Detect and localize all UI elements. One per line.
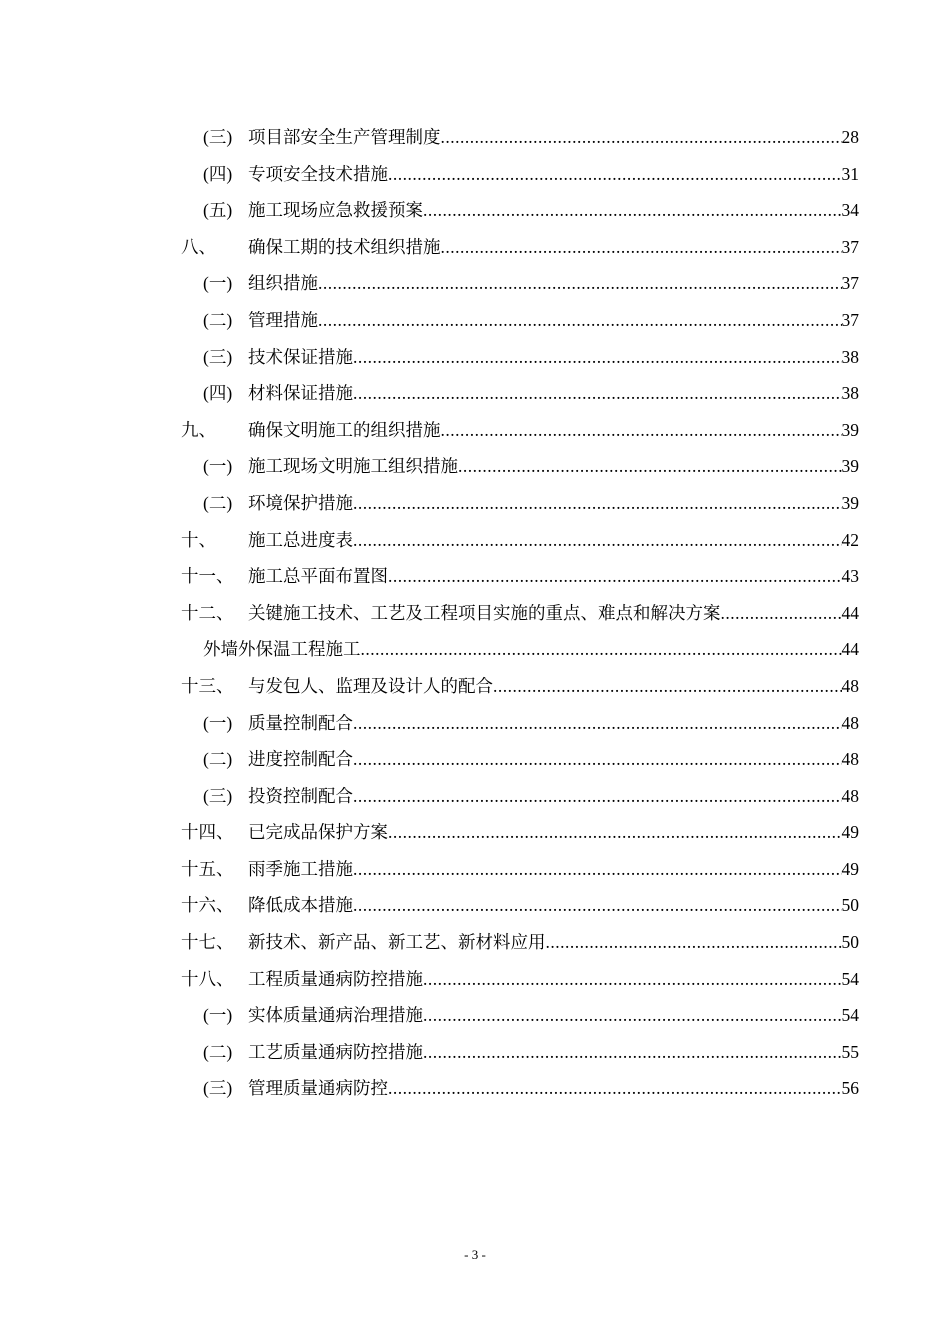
toc-entry[interactable] — [0, 595, 950, 632]
toc-entry-number: 十八、 — [181, 968, 234, 989]
toc-entry-page: 37 — [841, 309, 859, 330]
toc-entry[interactable] — [0, 448, 950, 485]
toc-entry-title: 管理质量通病防控 — [248, 1078, 388, 1099]
toc-entry-title: 施工现场文明施工组织措施 — [248, 456, 458, 477]
toc-entry-title: 工艺质量通病防控措施 — [248, 1041, 423, 1062]
toc-entry-title: 已完成品保护方案 — [248, 822, 388, 843]
toc-entry-title: 专项安全技术措施 — [248, 163, 388, 184]
toc-entry-number: (二) — [203, 1041, 233, 1062]
toc-entry[interactable] — [0, 558, 950, 595]
toc-entry-page: 42 — [841, 529, 859, 550]
toc-entry[interactable] — [0, 1070, 950, 1107]
toc-entry-number: (三) — [203, 785, 233, 806]
toc-entry-page: 56 — [841, 1078, 859, 1099]
toc-entry-page: 44 — [841, 602, 859, 623]
toc-entry-number: (一) — [203, 712, 233, 733]
toc-entry[interactable] — [0, 814, 950, 851]
toc-entry-title: 雨季施工措施 — [248, 858, 353, 879]
toc-dot-leader — [721, 595, 842, 632]
toc-dot-leader — [423, 997, 842, 1034]
toc-entry[interactable] — [0, 741, 950, 778]
toc-entry-page: 54 — [841, 968, 859, 989]
toc-dot-leader — [441, 229, 842, 266]
toc-entry-page: 48 — [841, 785, 859, 806]
toc-entry-title: 管理措施 — [248, 309, 318, 330]
toc-entry[interactable] — [0, 339, 950, 376]
toc-entry[interactable] — [0, 119, 950, 156]
toc-entry-page: 49 — [841, 822, 859, 843]
toc-entry-page: 44 — [841, 639, 859, 660]
toc-entry-title: 降低成本措施 — [248, 895, 353, 916]
toc-entry-number: 十、 — [181, 529, 216, 550]
toc-entry-page: 39 — [841, 492, 859, 513]
table-of-contents — [0, 119, 950, 1107]
toc-dot-leader — [353, 705, 842, 742]
toc-entry-page: 39 — [841, 456, 859, 477]
toc-entry-number: 十四、 — [181, 822, 234, 843]
toc-entry-number: 九、 — [181, 419, 216, 440]
toc-entry-page: 48 — [841, 749, 859, 770]
toc-entry-number: (二) — [203, 749, 233, 770]
toc-entry-page: 37 — [841, 236, 859, 257]
toc-entry-number: (二) — [203, 309, 233, 330]
toc-entry-page: 43 — [841, 566, 859, 587]
toc-dot-leader — [318, 265, 842, 302]
toc-entry[interactable] — [0, 668, 950, 705]
toc-entry-title: 与发包人、监理及设计人的配合 — [248, 675, 493, 696]
toc-dot-leader — [353, 485, 842, 522]
toc-entry[interactable] — [0, 1034, 950, 1071]
toc-entry-title: 质量控制配合 — [248, 712, 353, 733]
toc-entry-number: (三) — [203, 346, 233, 367]
toc-entry[interactable] — [0, 631, 950, 668]
toc-dot-leader — [388, 156, 842, 193]
toc-entry-title: 外墙外保温工程施工 — [203, 639, 361, 660]
toc-entry-number: (三) — [203, 1078, 233, 1099]
toc-entry[interactable] — [0, 851, 950, 888]
toc-entry-number: (五) — [203, 200, 233, 221]
toc-entry-title: 工程质量通病防控措施 — [248, 968, 423, 989]
toc-entry-title: 技术保证措施 — [248, 346, 353, 367]
toc-dot-leader — [441, 412, 842, 449]
toc-dot-leader — [423, 961, 842, 998]
toc-dot-leader — [546, 924, 842, 961]
toc-dot-leader — [353, 851, 842, 888]
toc-entry[interactable] — [0, 961, 950, 998]
toc-entry[interactable] — [0, 229, 950, 266]
toc-dot-leader — [423, 192, 842, 229]
toc-entry-page: 50 — [841, 895, 859, 916]
toc-entry[interactable] — [0, 485, 950, 522]
toc-entry-title: 新技术、新产品、新工艺、新材料应用 — [248, 932, 546, 953]
toc-entry-page: 55 — [841, 1041, 859, 1062]
toc-entry-title: 施工总进度表 — [248, 529, 353, 550]
toc-entry[interactable] — [0, 522, 950, 559]
toc-entry[interactable] — [0, 778, 950, 815]
toc-entry-page: 31 — [841, 163, 859, 184]
toc-entry[interactable] — [0, 997, 950, 1034]
toc-entry-page: 37 — [841, 273, 859, 294]
toc-dot-leader — [458, 448, 842, 485]
toc-entry-title: 进度控制配合 — [248, 749, 353, 770]
toc-dot-leader — [353, 339, 842, 376]
toc-dot-leader — [353, 522, 842, 559]
toc-entry[interactable] — [0, 705, 950, 742]
toc-entry-number: (一) — [203, 273, 233, 294]
toc-dot-leader — [441, 119, 842, 156]
toc-entry[interactable] — [0, 412, 950, 449]
toc-entry-title: 项目部安全生产管理制度 — [248, 127, 441, 147]
toc-entry-title: 实体质量通病治理措施 — [248, 1005, 423, 1026]
toc-dot-leader — [388, 1070, 842, 1107]
toc-entry-page: 48 — [841, 712, 859, 733]
toc-dot-leader — [361, 631, 842, 668]
toc-dot-leader — [353, 741, 842, 778]
toc-entry-title: 关键施工技术、工艺及工程项目实施的重点、难点和解决方案 — [248, 602, 721, 623]
toc-entry-number: 十三、 — [181, 675, 234, 696]
toc-entry[interactable] — [0, 887, 950, 924]
toc-entry-title: 组织措施 — [248, 273, 318, 294]
toc-entry-page: 49 — [841, 858, 859, 879]
toc-dot-leader — [423, 1034, 842, 1071]
toc-entry-number: 十六、 — [181, 895, 234, 916]
toc-dot-leader — [493, 668, 842, 705]
toc-entry-page: 48 — [841, 675, 859, 696]
toc-entry[interactable] — [0, 924, 950, 961]
toc-entry-page: 38 — [841, 383, 859, 404]
toc-entry-number: (一) — [203, 1005, 233, 1026]
page-number: - 3 - — [464, 1247, 486, 1262]
toc-entry-page: 39 — [841, 419, 859, 440]
toc-entry-page: 38 — [841, 346, 859, 367]
toc-entry[interactable] — [0, 192, 950, 229]
toc-entry-title: 确保工期的技术组织措施 — [248, 236, 441, 257]
toc-entry-page: 50 — [841, 932, 859, 953]
toc-entry-number: 十五、 — [181, 858, 234, 879]
toc-entry-title: 材料保证措施 — [248, 383, 353, 404]
toc-entry-title: 确保文明施工的组织措施 — [248, 419, 441, 440]
toc-dot-leader — [318, 302, 842, 339]
toc-dot-leader — [353, 887, 842, 924]
toc-entry-number: 十七、 — [181, 932, 234, 953]
toc-dot-leader — [353, 375, 842, 412]
toc-dot-leader — [353, 778, 842, 815]
toc-entry-number: 十一、 — [181, 566, 234, 587]
toc-entry-number: (四) — [203, 383, 233, 404]
toc-entry-title: 施工总平面布置图 — [248, 566, 388, 587]
toc-entry[interactable] — [0, 375, 950, 412]
toc-entry[interactable] — [0, 302, 950, 339]
toc-entry-title: 投资控制配合 — [248, 785, 353, 806]
toc-entry-title: 环境保护措施 — [248, 492, 353, 513]
toc-entry-number: (一) — [203, 456, 233, 477]
toc-entry-page: 54 — [841, 1005, 859, 1026]
toc-entry[interactable] — [0, 265, 950, 302]
toc-entry-number: 十二、 — [181, 602, 234, 623]
toc-dot-leader — [388, 814, 842, 851]
toc-entry-title: 施工现场应急救援预案 — [248, 200, 423, 221]
toc-entry-number: 八、 — [181, 236, 216, 257]
toc-entry-number: (二) — [203, 492, 233, 513]
toc-dot-leader — [388, 558, 842, 595]
toc-entry-number: (四) — [203, 163, 233, 184]
toc-entry[interactable] — [0, 156, 950, 193]
toc-entry-page: 34 — [841, 200, 859, 221]
toc-entry-page: 28 — [841, 127, 859, 147]
toc-entry-number: (三) — [203, 127, 233, 147]
